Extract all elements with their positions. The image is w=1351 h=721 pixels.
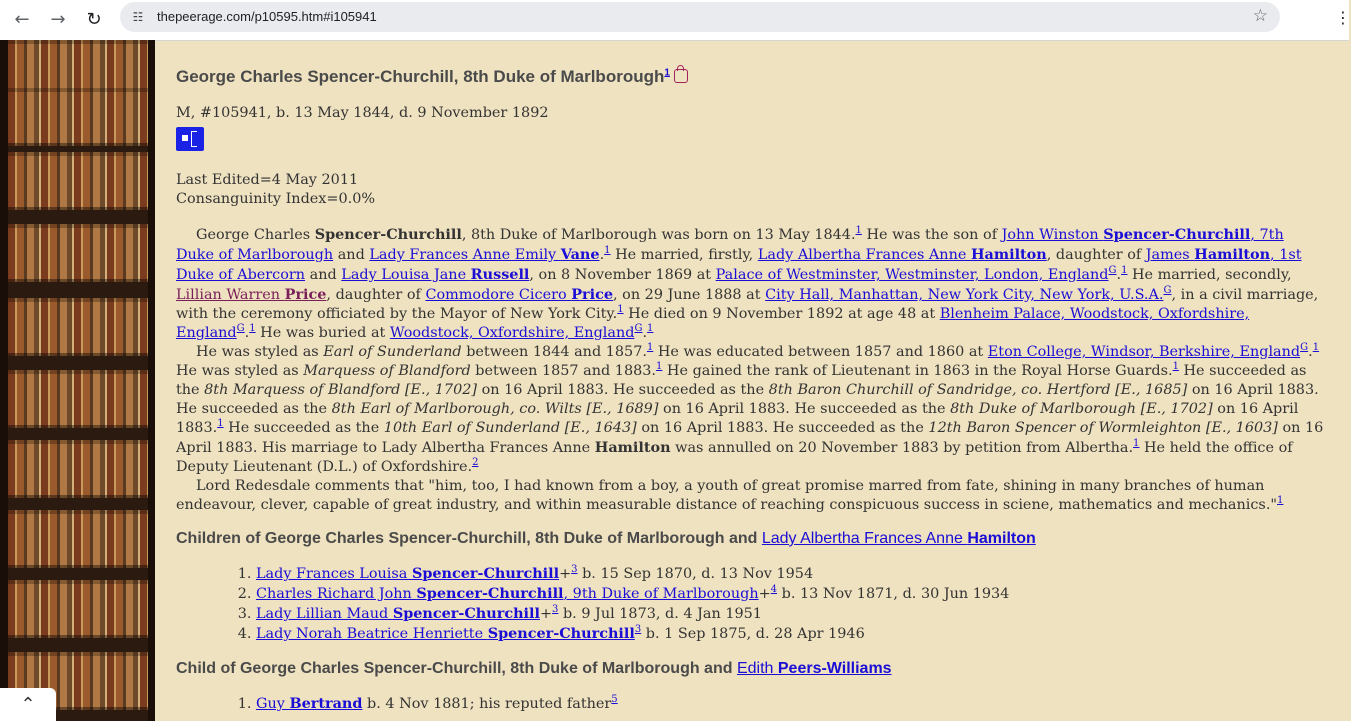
family-tree-icon[interactable] xyxy=(176,127,204,151)
bookshelf-sidebar xyxy=(0,40,155,721)
list-item: 4. Lady Norah Beatrice Henriette Spencer-Churchill$^3$ b. 1 Sep 1875, d. 28 Apr 1946 xyxy=(256,624,1326,644)
bookmark-star-icon[interactable]: ☆ xyxy=(1252,6,1268,26)
forward-icon[interactable]: → xyxy=(50,9,66,30)
spouse-link-2[interactable]: Edith Peers-Williams xyxy=(736,660,892,677)
children-heading: Children of George Charles Spencer-Churchill, 8th Duke of Marlborough and Lady Albertha Frances Anne Hamilton xyxy=(176,530,1036,547)
menu-dots-icon[interactable]: ⋮ xyxy=(1335,8,1351,27)
reload-icon[interactable]: ↻ xyxy=(86,9,102,30)
spouse-link[interactable]: Lady Albertha Frances Anne Hamilton xyxy=(761,530,1036,547)
person-summary: M, #105941, b. 13 May 1844, d. 9 November 1892 xyxy=(176,105,549,121)
list-item: 1. Lady Frances Louisa Spencer-Churchill+$^3$ b. 15 Sep 1870, d. 13 Nov 1954 xyxy=(256,564,1326,584)
page-title: George Charles Spencer-Churchill, 8th Duke of Marlborough$^1$ xyxy=(176,66,1326,88)
children-list xyxy=(176,564,1326,644)
child-heading: Child of George Charles Spencer-Churchill, 8th Duke of Marlborough and Edith Peers-Williams xyxy=(176,660,892,677)
url-text[interactable]: thepeerage.com/p10595.htm#i105941 xyxy=(157,9,377,24)
list-item: 2. Charles Richard John Spencer-Churchill, 9th Duke of Marlborough+$^4$ b. 13 Nov 1871, d. 30 Jun 1934 xyxy=(256,584,1326,604)
last-edited: Last Edited=4 May 2011 xyxy=(176,172,359,188)
list-item: 3. Lady Lillian Maud Spencer-Churchill+$^3$ b. 9 Jul 1873, d. 4 Jan 1951 xyxy=(256,604,1326,624)
lock-icon xyxy=(674,69,688,83)
scroll-up-chevron-icon[interactable]: ⌃ xyxy=(0,688,56,721)
address-bar[interactable] xyxy=(120,2,1280,32)
back-icon[interactable]: ← xyxy=(14,9,30,30)
child-list xyxy=(176,694,1326,714)
list-item: 1. Guy Bertrand b. 4 Nov 1881; his reputed father$^5$ xyxy=(256,694,1326,714)
main-content xyxy=(176,40,1326,714)
consanguinity-index: Consanguinity Index=0.0% xyxy=(176,191,376,207)
biography-paragraph-2: He was styled as Earl of Sunderland between 1844 and 1857.$^1$ He was educated between 1857 and 1860 at Eton College, Windsor, Berkshire, England$^G$.$^1$ He was styled as Marquess of Blandford between 1857 and 1883.$^1$ He gained the rank of Lieutenant in 1863 in the Royal Horse Guards.$^1$ He succeeded as the 8th Marquess of Blandford [E., 1702] on 16 April 1883. He succeeded as the 8th Baron Churchill of Sandridge, co. Hertford [E., 1685] on 16 April 1883. He succeeded as the 8th Earl of Marlborough, co. Wilts [E., 1689] on 16 April 1883. He succeeded as the 8th Duke of Marlborough [E., 1702] on 16 April 1883.$^1$ He succeeded as the 10th Earl of Sunderland [E., 1643] on 16 April 1883. He succeeded as the 12th Baron Spencer of Wormleighton [E., 1603] on 16 April 1883. His marriage to Lady Albertha Frances Anne Hamilton was annulled on 20 November 1883 by petition from Albertha.$^1$ He held the office of Deputy Lieutenant (D.L.) of Oxfordshire.$^2$ xyxy=(176,342,1324,475)
biography-paragraph-3: Lord Redesdale comments that "him, too, I had known from a boy, a youth of great promise marred from fate, shining in many branches of human endeavour, clever, capable of great industry, and within measurable distance of reaching conspicuous success in sciene, mathematics and mechanics."$^1$ xyxy=(176,478,1284,513)
site-info-icon[interactable]: ☷ xyxy=(132,10,144,24)
biography-paragraph-1: George Charles Spencer-Churchill, 8th Duke of Marlborough was born on 13 May 1844.$^1$ He was the son of John Winston Spencer-Churchill, 7th Duke of Marlborough and Lady Frances Anne Emily Vane.$^1$ He married, firstly, Lady Albertha Frances Anne Hamilton, daughter of James Hamilton, 1st Duke of Abercorn and Lady Louisa Jane Russell, on 8 November 1869 at Palace of Westminster, Westminster, London, England$^G$.$^1$ He married, secondly, Lillian Warren Price, daughter of Commodore Cicero Price, on 29 June 1888 at City Hall, Manhattan, New York City, New York, U.S.A.$^G$, in a civil marriage, with the ceremony officiated by the Mayor of New York City.$^1$ He died on 9 November 1892 at age 48 at Blenheim Palace, Woodstock, Oxfordshire, England$^G$.$^1$ He was buried at Woodstock, Oxfordshire, England$^G$.$^1$ xyxy=(176,225,1319,341)
browser-toolbar xyxy=(0,0,1349,41)
